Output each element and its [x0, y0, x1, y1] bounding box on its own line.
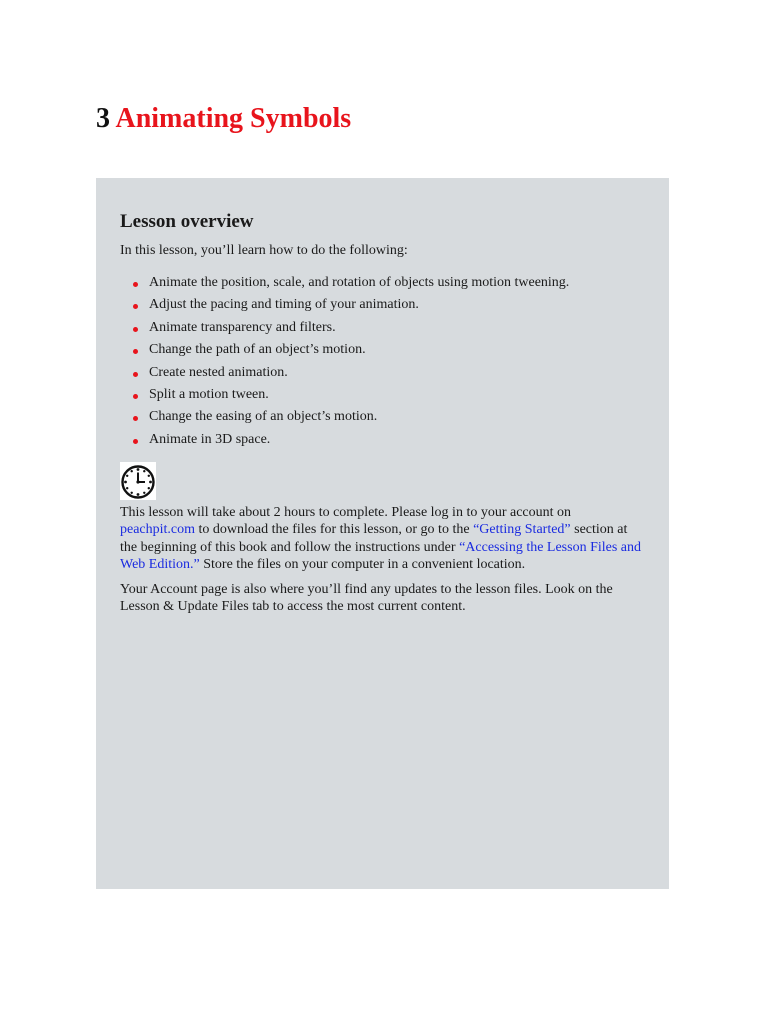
bullet-icon — [133, 304, 138, 309]
overview-intro: In this lesson, you’ll learn how to do the following: — [120, 243, 408, 258]
objective-text: Change the path of an object’s motion. — [149, 342, 366, 358]
list-item — [120, 294, 645, 316]
list-item — [120, 317, 645, 339]
bullet-icon — [133, 439, 138, 444]
time-text-part3: section at the beginning of this book and follow the instructions under — [120, 522, 628, 555]
bullet-icon — [133, 327, 138, 332]
getting-started-link[interactable]: “Getting Started” — [473, 522, 571, 538]
clock-icon — [120, 462, 156, 500]
list-item — [120, 339, 645, 361]
objectives-list — [120, 272, 645, 451]
chapter-number: 3 — [96, 103, 110, 134]
objective-text: Animate the position, scale, and rotation of objects using motion tweening. — [149, 275, 570, 290]
chapter-name: Animating Symbols — [115, 103, 352, 134]
account-paragraph: Your Account page is also where you’ll find any updates to the lesson files. Look on the Lesson & Update Files tab to access the most current content. — [120, 582, 613, 615]
objective-text: Animate transparency and filters. — [149, 319, 336, 335]
bullet-icon — [133, 282, 138, 287]
bullet-icon — [133, 416, 138, 421]
objective-text: Create nested animation. — [149, 364, 288, 380]
time-text-part2: to download the files for this lesson, or go to the — [195, 522, 474, 538]
list-item — [120, 429, 645, 451]
list-item — [120, 406, 645, 428]
bullet-icon — [133, 394, 138, 399]
time-estimate-paragraph — [120, 504, 645, 573]
lesson-files-link[interactable]: “Accessing the Lesson Files and Web Edition.” — [120, 539, 642, 572]
overview-heading: Lesson overview — [120, 211, 254, 232]
lesson-overview-box — [96, 178, 669, 889]
bullet-icon — [133, 372, 138, 377]
list-item — [120, 272, 645, 294]
objective-text: Adjust the pacing and timing of your animation. — [149, 297, 419, 313]
list-item — [120, 384, 645, 406]
peachpit-link[interactable]: peachpit.com — [120, 522, 196, 538]
time-text-part1: This lesson will take about 2 hours to complete. Please log in to your account on — [120, 505, 572, 521]
objective-text: Change the easing of an object’s motion. — [149, 409, 378, 425]
chapter-title — [96, 101, 351, 137]
list-item — [120, 362, 645, 384]
objective-text: Split a motion tween. — [149, 387, 269, 403]
objective-text: Animate in 3D space. — [149, 431, 271, 447]
time-text-part4: Store the files on your computer in a convenient location. — [199, 556, 526, 572]
bullet-icon — [133, 349, 138, 354]
